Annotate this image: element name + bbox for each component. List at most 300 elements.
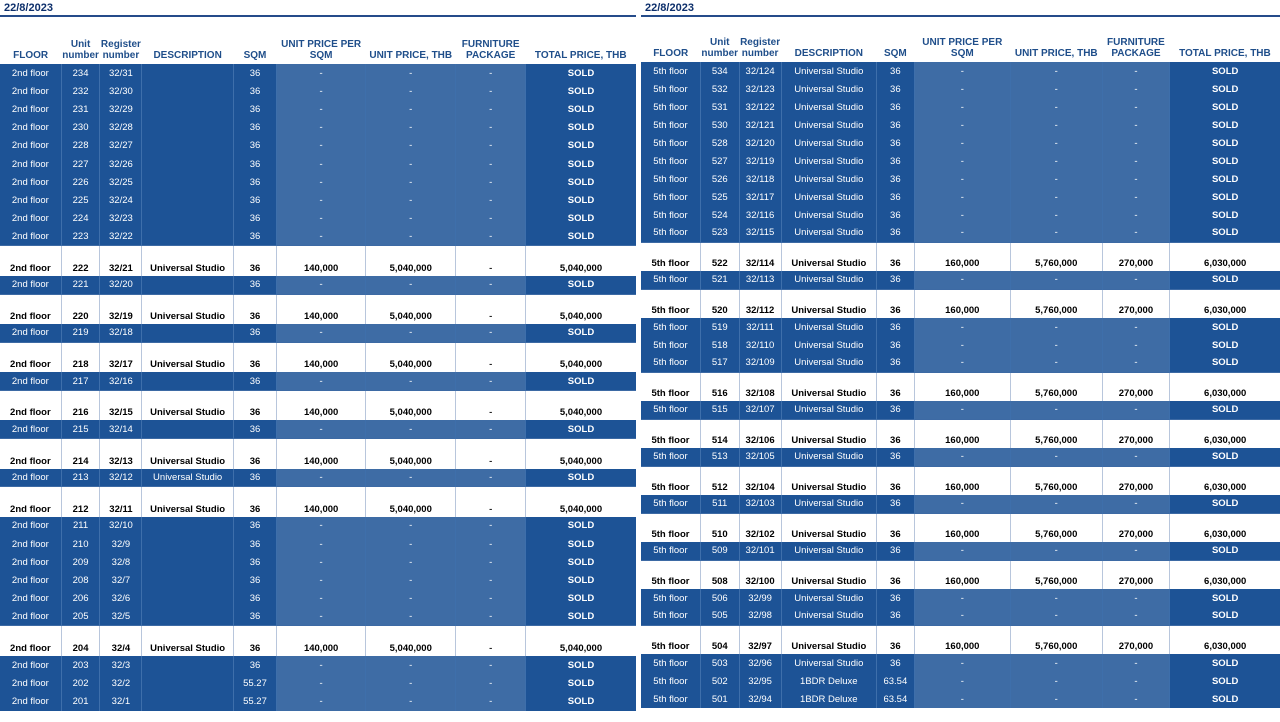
cell-unit-price-thb: - [366,692,456,710]
cell-sqm: 36 [877,466,915,495]
cell-unit-price-per-sqm: - [914,354,1010,372]
cell-register-number: 32/99 [739,589,781,607]
cell-floor: 2nd floor [0,246,61,276]
cell-description [142,372,233,390]
cell-unit-price-per-sqm: - [914,116,1010,134]
cell-register-number: 32/25 [100,173,142,191]
cell-unit-price-per-sqm: - [914,401,1010,419]
cell-unit-price-thb: - [1010,672,1102,690]
cell-description: 1BDR Deluxe [781,690,876,708]
cell-sqm: 36 [233,420,276,438]
cell-unit-price-thb: - [366,571,456,589]
cell-unit-number: 224 [61,210,100,228]
cell-total-price-thb: SOLD [1170,134,1280,152]
sold-unit-row [641,152,1280,170]
cell-sqm: 36 [877,224,915,242]
cell-unit-price-thb: - [1010,354,1102,372]
cell-sqm: 36 [233,82,276,100]
cell-unit-price-per-sqm: 140,000 [277,439,366,469]
cell-sqm: 36 [877,188,915,206]
cell-register-number: 32/123 [739,80,781,98]
cell-register-number: 32/120 [739,134,781,152]
cell-furniture-package: - [1102,134,1170,152]
cell-unit-number: 232 [61,82,100,100]
cell-floor: 5th floor [641,401,700,419]
cell-floor: 5th floor [641,448,700,466]
cell-sqm: 55.27 [233,692,276,710]
cell-unit-number: 514 [700,419,739,448]
cell-sqm: 36 [233,626,276,656]
sold-unit-row [641,354,1280,372]
cell-furniture-package: - [456,692,526,710]
cell-register-number: 32/17 [100,342,142,372]
cell-floor: 2nd floor [0,119,61,137]
cell-description: Universal Studio [781,607,876,625]
cell-description: Universal Studio [781,80,876,98]
cell-furniture-package: - [456,390,526,420]
cell-floor: 5th floor [641,589,700,607]
cell-unit-price-per-sqm: - [277,590,366,608]
cell-unit-price-per-sqm: - [277,173,366,191]
available-unit-row [641,513,1280,542]
cell-total-price-thb: SOLD [1170,401,1280,419]
cell-sqm: 36 [877,318,915,336]
header-floor: FLOOR [0,16,61,64]
cell-description [142,517,233,535]
cell-sqm: 36 [233,210,276,228]
cell-unit-price-thb: - [366,137,456,155]
cell-total-price-thb: SOLD [1170,271,1280,289]
cell-unit-price-thb: - [366,82,456,100]
cell-floor: 2nd floor [0,517,61,535]
cell-furniture-package: - [456,626,526,656]
cell-furniture-package: - [456,439,526,469]
cell-floor: 2nd floor [0,342,61,372]
cell-register-number: 32/104 [739,466,781,495]
cell-furniture-package: 270,000 [1102,289,1170,318]
cell-total-price-thb: SOLD [525,82,636,100]
cell-unit-price-thb: - [366,372,456,390]
cell-furniture-package: 270,000 [1102,466,1170,495]
cell-sqm: 36 [877,448,915,466]
cell-unit-number: 204 [61,626,100,656]
cell-register-number: 32/98 [739,607,781,625]
cell-furniture-package: - [456,324,526,342]
cell-register-number: 32/107 [739,401,781,419]
cell-sqm: 36 [233,119,276,137]
cell-sqm: 36 [233,64,276,82]
sold-unit-row [0,100,636,118]
cell-unit-price-per-sqm: - [914,318,1010,336]
available-unit-row [0,487,636,517]
cell-unit-price-thb: - [366,191,456,209]
cell-unit-price-thb: 5,760,000 [1010,513,1102,542]
cell-total-price-thb: SOLD [1170,448,1280,466]
cell-furniture-package: - [1102,116,1170,134]
sold-unit-row [641,448,1280,466]
cell-sqm: 36 [877,62,915,80]
sold-unit-row [0,173,636,191]
header-unit-price-per-sqm: UNIT PRICE PER SQM [277,16,366,64]
cell-furniture-package: - [1102,542,1170,560]
cell-description: Universal Studio [142,626,233,656]
cell-unit-price-thb: - [366,590,456,608]
cell-unit-number: 212 [61,487,100,517]
cell-unit-number: 226 [61,173,100,191]
cell-description: Universal Studio [781,170,876,188]
cell-unit-number: 218 [61,342,100,372]
sold-unit-row [0,119,636,137]
cell-unit-price-thb: - [366,656,456,674]
cell-register-number: 32/4 [100,626,142,656]
cell-total-price-thb: 5,040,000 [525,294,636,324]
cell-unit-price-thb: - [1010,152,1102,170]
cell-unit-price-per-sqm: 140,000 [277,487,366,517]
cell-unit-price-thb: - [1010,495,1102,513]
cell-register-number: 32/5 [100,608,142,626]
cell-total-price-thb: SOLD [525,324,636,342]
cell-unit-price-per-sqm: - [914,690,1010,708]
cell-floor: 2nd floor [0,324,61,342]
cell-sqm: 36 [233,155,276,173]
cell-furniture-package: 270,000 [1102,419,1170,448]
cell-unit-price-per-sqm: - [277,656,366,674]
cell-sqm: 36 [877,401,915,419]
cell-furniture-package: - [456,246,526,276]
cell-furniture-package: - [456,420,526,438]
cell-unit-number: 219 [61,324,100,342]
cell-description: Universal Studio [142,246,233,276]
cell-unit-price-per-sqm: - [914,607,1010,625]
cell-unit-price-per-sqm: - [914,271,1010,289]
cell-unit-price-thb: - [366,64,456,82]
cell-register-number: 32/20 [100,276,142,294]
cell-total-price-thb: SOLD [525,155,636,173]
cell-register-number: 32/10 [100,517,142,535]
cell-register-number: 32/22 [100,228,142,246]
cell-unit-price-per-sqm: - [277,420,366,438]
cell-description: Universal Studio [142,390,233,420]
cell-description: Universal Studio [781,354,876,372]
cell-sqm: 36 [877,372,915,401]
cell-sqm: 36 [233,487,276,517]
cell-floor: 2nd floor [0,191,61,209]
cell-floor: 5th floor [641,690,700,708]
cell-sqm: 36 [877,134,915,152]
cell-unit-number: 505 [700,607,739,625]
cell-total-price-thb: SOLD [525,137,636,155]
cell-floor: 5th floor [641,62,700,80]
cell-unit-price-per-sqm: 140,000 [277,626,366,656]
cell-total-price-thb: SOLD [525,571,636,589]
cell-description: Universal Studio [781,589,876,607]
sold-unit-row [0,137,636,155]
cell-unit-number: 217 [61,372,100,390]
cell-unit-price-per-sqm: - [277,372,366,390]
cell-sqm: 36 [877,271,915,289]
sold-unit-row [0,191,636,209]
available-unit-row [641,625,1280,654]
cell-register-number: 32/21 [100,246,142,276]
cell-unit-price-per-sqm: - [914,152,1010,170]
cell-sqm: 36 [233,276,276,294]
cell-total-price-thb: SOLD [1170,654,1280,672]
cell-floor: 2nd floor [0,674,61,692]
header-unit-price-thb: UNIT PRICE, THB [1010,16,1102,62]
cell-unit-price-thb: 5,760,000 [1010,419,1102,448]
sold-unit-row [641,271,1280,289]
cell-total-price-thb: SOLD [1170,495,1280,513]
cell-total-price-thb: SOLD [1170,690,1280,708]
cell-sqm: 36 [233,608,276,626]
sold-unit-row [0,82,636,100]
cell-furniture-package: - [456,372,526,390]
cell-register-number: 32/14 [100,420,142,438]
cell-furniture-package: - [1102,318,1170,336]
cell-unit-number: 516 [700,372,739,401]
header-description: DESCRIPTION [781,16,876,62]
cell-unit-price-per-sqm: - [914,188,1010,206]
cell-description: Universal Studio [781,242,876,271]
cell-floor: 5th floor [641,318,700,336]
cell-description: 1BDR Deluxe [781,672,876,690]
cell-description: Universal Studio [781,560,876,589]
left-price-table [0,15,636,711]
cell-description: Universal Studio [142,469,233,487]
cell-unit-price-per-sqm: - [914,336,1010,354]
cell-unit-price-thb: - [366,119,456,137]
cell-furniture-package: - [456,674,526,692]
cell-description [142,608,233,626]
cell-unit-number: 511 [700,495,739,513]
cell-floor: 2nd floor [0,590,61,608]
cell-total-price-thb: 6,030,000 [1170,625,1280,654]
cell-unit-price-thb: 5,040,000 [366,246,456,276]
cell-register-number: 32/15 [100,390,142,420]
cell-unit-price-thb: - [1010,589,1102,607]
cell-unit-price-thb: - [1010,448,1102,466]
cell-furniture-package: - [1102,589,1170,607]
cell-unit-number: 222 [61,246,100,276]
available-unit-row [0,626,636,656]
cell-unit-number: 513 [700,448,739,466]
cell-unit-price-per-sqm: - [914,134,1010,152]
cell-register-number: 32/117 [739,188,781,206]
header-register-number: Register number [100,16,142,64]
cell-unit-number: 225 [61,191,100,209]
cell-unit-number: 517 [700,354,739,372]
cell-unit-price-thb: - [1010,318,1102,336]
cell-floor: 2nd floor [0,390,61,420]
cell-furniture-package: - [456,82,526,100]
cell-unit-price-thb: - [1010,206,1102,224]
cell-register-number: 32/16 [100,372,142,390]
cell-floor: 5th floor [641,116,700,134]
cell-sqm: 36 [877,80,915,98]
header-total-price-thb: TOTAL PRICE, THB [525,16,636,64]
cell-floor: 5th floor [641,242,700,271]
cell-sqm: 36 [233,228,276,246]
cell-description: Universal Studio [781,62,876,80]
cell-sqm: 36 [877,560,915,589]
cell-unit-price-per-sqm: - [277,119,366,137]
cell-furniture-package: - [456,342,526,372]
cell-sqm: 36 [233,342,276,372]
cell-register-number: 32/113 [739,271,781,289]
cell-unit-price-per-sqm: 160,000 [914,242,1010,271]
cell-sqm: 36 [877,513,915,542]
cell-unit-number: 210 [61,535,100,553]
cell-furniture-package: - [1102,336,1170,354]
cell-unit-price-per-sqm: - [277,100,366,118]
cell-unit-price-thb: 5,040,000 [366,390,456,420]
sold-unit-row [0,571,636,589]
sold-unit-row [0,469,636,487]
cell-furniture-package: - [456,553,526,571]
sold-unit-row [0,656,636,674]
cell-unit-price-per-sqm: - [277,608,366,626]
sold-unit-row [641,336,1280,354]
cell-total-price-thb: SOLD [525,517,636,535]
sold-unit-row [641,98,1280,116]
cell-unit-price-per-sqm: - [277,191,366,209]
cell-unit-price-per-sqm: 140,000 [277,294,366,324]
sold-unit-row [0,420,636,438]
cell-unit-price-thb: - [366,173,456,191]
cell-unit-price-per-sqm: 160,000 [914,419,1010,448]
sold-unit-row [0,674,636,692]
cell-total-price-thb: 6,030,000 [1170,372,1280,401]
cell-sqm: 36 [233,100,276,118]
cell-furniture-package: - [1102,170,1170,188]
cell-furniture-package: - [1102,672,1170,690]
cell-furniture-package: - [1102,62,1170,80]
sold-unit-row [641,690,1280,708]
cell-register-number: 32/13 [100,439,142,469]
cell-description: Universal Studio [781,206,876,224]
cell-floor: 5th floor [641,495,700,513]
cell-total-price-thb: 5,040,000 [525,342,636,372]
sold-unit-row [641,170,1280,188]
cell-sqm: 36 [877,289,915,318]
cell-unit-price-thb: - [1010,271,1102,289]
cell-floor: 2nd floor [0,553,61,571]
cell-description: Universal Studio [142,342,233,372]
cell-unit-number: 221 [61,276,100,294]
cell-unit-price-thb: 5,760,000 [1010,242,1102,271]
cell-description [142,191,233,209]
cell-description [142,324,233,342]
cell-register-number: 32/109 [739,354,781,372]
cell-furniture-package: - [456,119,526,137]
cell-unit-price-thb: 5,760,000 [1010,372,1102,401]
cell-unit-number: 521 [700,271,739,289]
cell-total-price-thb: SOLD [1170,542,1280,560]
cell-sqm: 36 [233,469,276,487]
cell-register-number: 32/31 [100,64,142,82]
cell-sqm: 36 [233,173,276,191]
cell-furniture-package: - [456,517,526,535]
cell-unit-number: 531 [700,98,739,116]
cell-floor: 5th floor [641,289,700,318]
cell-unit-price-thb: 5,760,000 [1010,289,1102,318]
cell-total-price-thb: 5,040,000 [525,626,636,656]
left-date: 22/8/2023 [4,2,53,14]
header-unit-price-per-sqm: UNIT PRICE PER SQM [914,16,1010,62]
cell-furniture-package: - [1102,354,1170,372]
cell-description: Universal Studio [781,271,876,289]
cell-floor: 5th floor [641,336,700,354]
cell-sqm: 36 [233,372,276,390]
cell-unit-number: 211 [61,517,100,535]
cell-description [142,119,233,137]
cell-unit-price-thb: - [366,155,456,173]
cell-register-number: 32/100 [739,560,781,589]
cell-unit-number: 206 [61,590,100,608]
cell-unit-number: 504 [700,625,739,654]
cell-furniture-package: - [1102,188,1170,206]
cell-unit-number: 503 [700,654,739,672]
available-unit-row [0,294,636,324]
cell-furniture-package: - [456,608,526,626]
cell-unit-price-per-sqm: - [277,517,366,535]
cell-floor: 5th floor [641,607,700,625]
cell-unit-number: 512 [700,466,739,495]
cell-unit-price-thb: - [1010,98,1102,116]
cell-unit-number: 231 [61,100,100,118]
cell-register-number: 32/6 [100,590,142,608]
cell-unit-price-thb: - [366,535,456,553]
cell-furniture-package: - [456,155,526,173]
cell-total-price-thb: SOLD [1170,206,1280,224]
cell-sqm: 36 [233,517,276,535]
cell-description: Universal Studio [781,448,876,466]
cell-unit-number: 202 [61,674,100,692]
cell-floor: 5th floor [641,206,700,224]
cell-unit-price-thb: - [366,420,456,438]
cell-floor: 5th floor [641,654,700,672]
cell-total-price-thb: SOLD [525,372,636,390]
cell-floor: 2nd floor [0,173,61,191]
cell-unit-price-per-sqm: - [914,80,1010,98]
cell-register-number: 32/1 [100,692,142,710]
cell-register-number: 32/118 [739,170,781,188]
cell-register-number: 32/12 [100,469,142,487]
header-register-number: Register number [739,16,781,62]
cell-unit-number: 501 [700,690,739,708]
cell-register-number: 32/95 [739,672,781,690]
cell-floor: 2nd floor [0,469,61,487]
cell-floor: 5th floor [641,372,700,401]
cell-unit-price-per-sqm: - [914,206,1010,224]
cell-sqm: 36 [877,152,915,170]
cell-furniture-package: - [456,228,526,246]
cell-description: Universal Studio [781,372,876,401]
cell-floor: 5th floor [641,271,700,289]
cell-description [142,571,233,589]
cell-register-number: 32/27 [100,137,142,155]
cell-register-number: 32/29 [100,100,142,118]
cell-total-price-thb: 5,040,000 [525,246,636,276]
cell-total-price-thb: SOLD [525,656,636,674]
cell-total-price-thb: 5,040,000 [525,487,636,517]
cell-unit-number: 220 [61,294,100,324]
cell-description [142,228,233,246]
cell-description: Universal Studio [142,294,233,324]
cell-register-number: 32/2 [100,674,142,692]
cell-floor: 5th floor [641,170,700,188]
cell-description: Universal Studio [781,116,876,134]
